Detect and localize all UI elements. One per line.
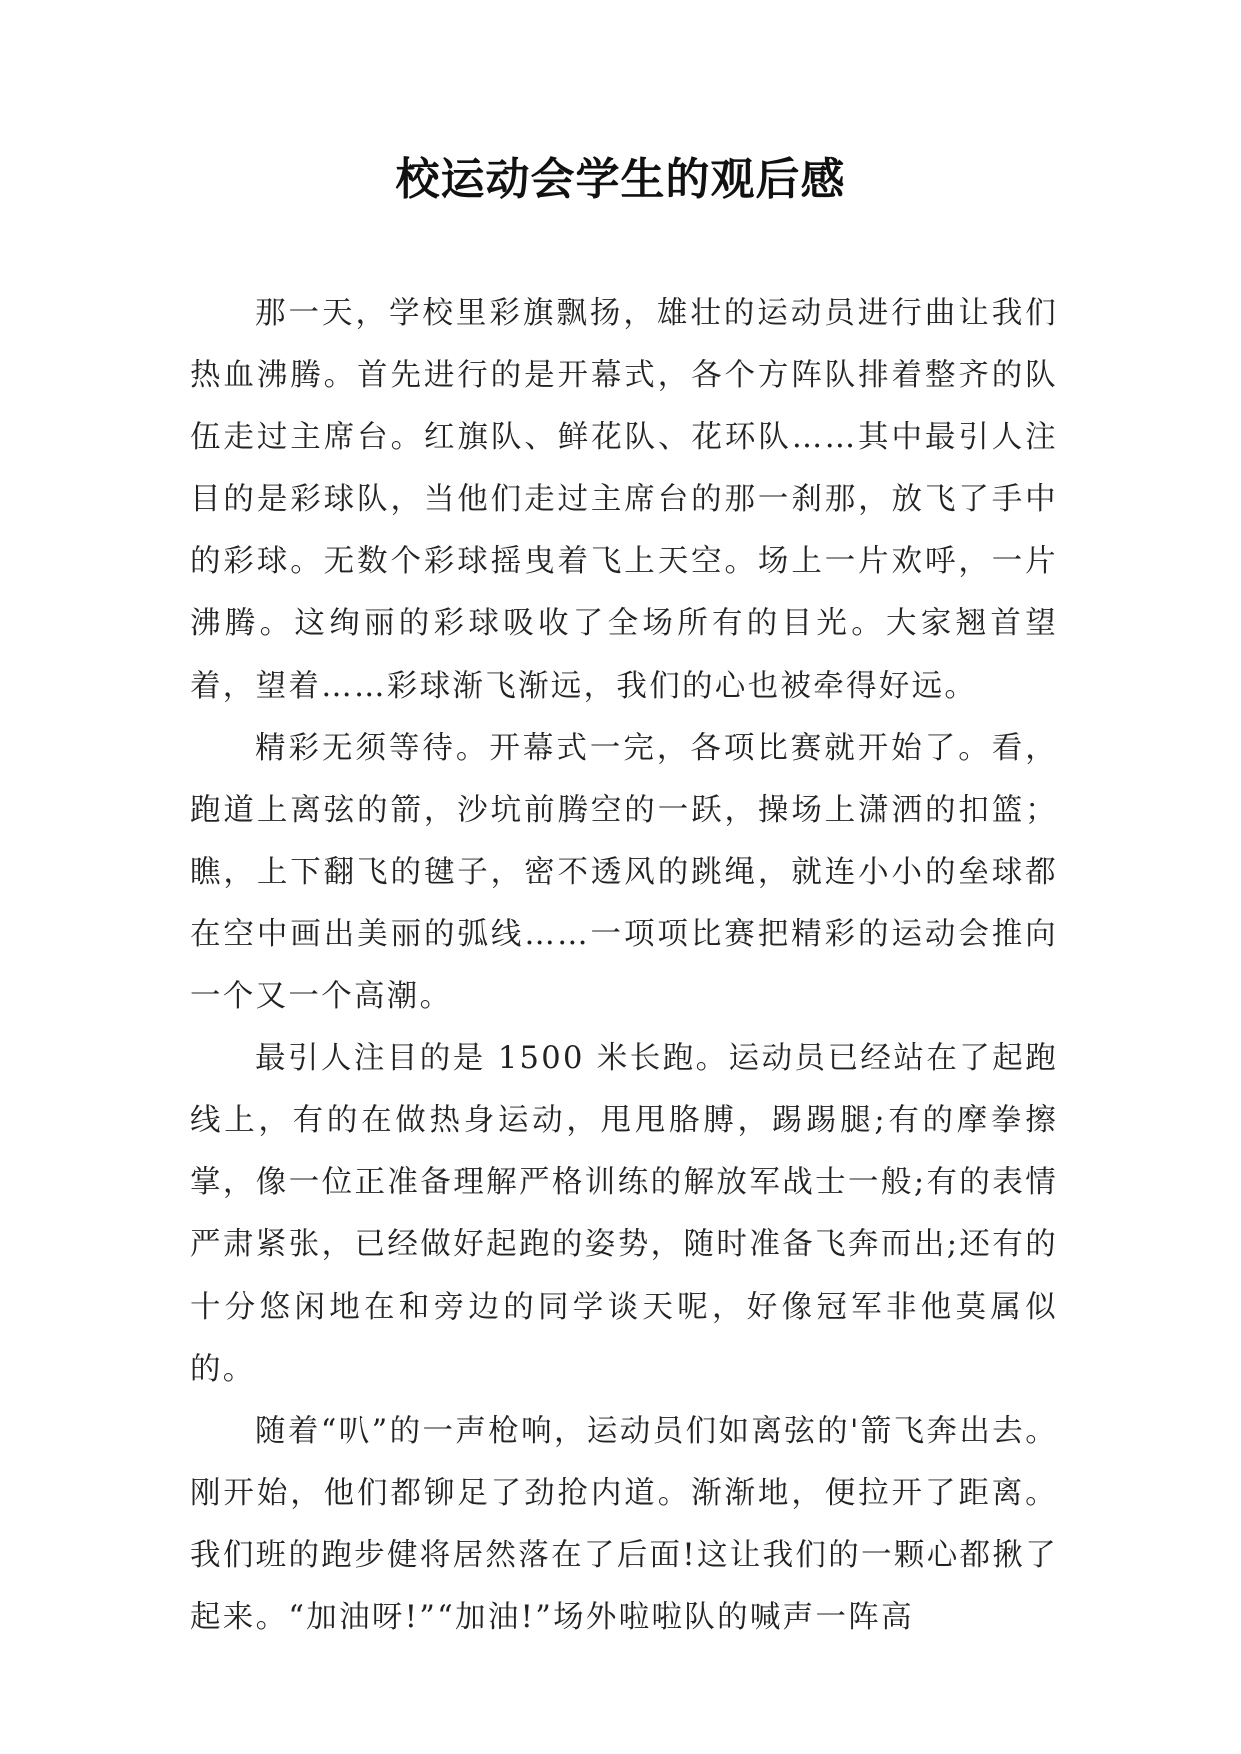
document-body — [190, 283, 1058, 1649]
paragraph-2: 精彩无须等待。开幕式一完，各项比赛就开始了。看，跑道上离弦的箭，沙坑前腾空的一跃，操场上潇洒的扣篮；瞧，上下翻飞的毽子，密不透风的跳绳，就连小小的垒球都在空中画出美丽的弧线……一项项比赛把精彩的运动会推向一个又一个高潮。 — [190, 730, 1058, 1015]
paragraph-1: 那一天，学校里彩旗飘扬，雄壮的运动员进行曲让我们热血沸腾。首先进行的是开幕式，各个方阵队排着整齐的队伍走过主席台。红旗队、鲜花队、花环队……其中最引人注目的是彩球队，当他们走过主席台的那一刹那，放飞了手中的彩球。无数个彩球摇曳着飞上天空。场上一片欢呼，一片沸腾。这绚丽的彩球吸收了全场所有的目光。大家翘首望着，望着……彩球渐飞渐远，我们的心也被牵得好远。 — [190, 296, 1058, 704]
document-title: 校运动会学生的观后感 — [395, 154, 846, 205]
paragraph-4: 随着“叭”的一声枪响，运动员们如离弦的'箭飞奔出去。刚开始，他们都铆足了劲抢内道。渐渐地，便拉开了距离。我们班的跑步健将居然落在了后面!这让我们的一颗心都揪了起来。“加油呀!”“加油!”场外啦啦队的喊声一阵高 — [190, 1413, 1058, 1635]
paragraph-3: 最引人注目的是 1500 米长跑。运动员已经站在了起跑线上，有的在做热身运动，甩甩胳膊，踢踢腿;有的摩拳擦掌，像一位正准备理解严格训练的解放军战士一般;有的表情严肃紧张，已经做好起跑的姿势，随时准备飞奔而出;还有的十分悠闲地在和旁边的同学谈天呢，好像冠军非他莫属似的。 — [190, 1041, 1058, 1387]
